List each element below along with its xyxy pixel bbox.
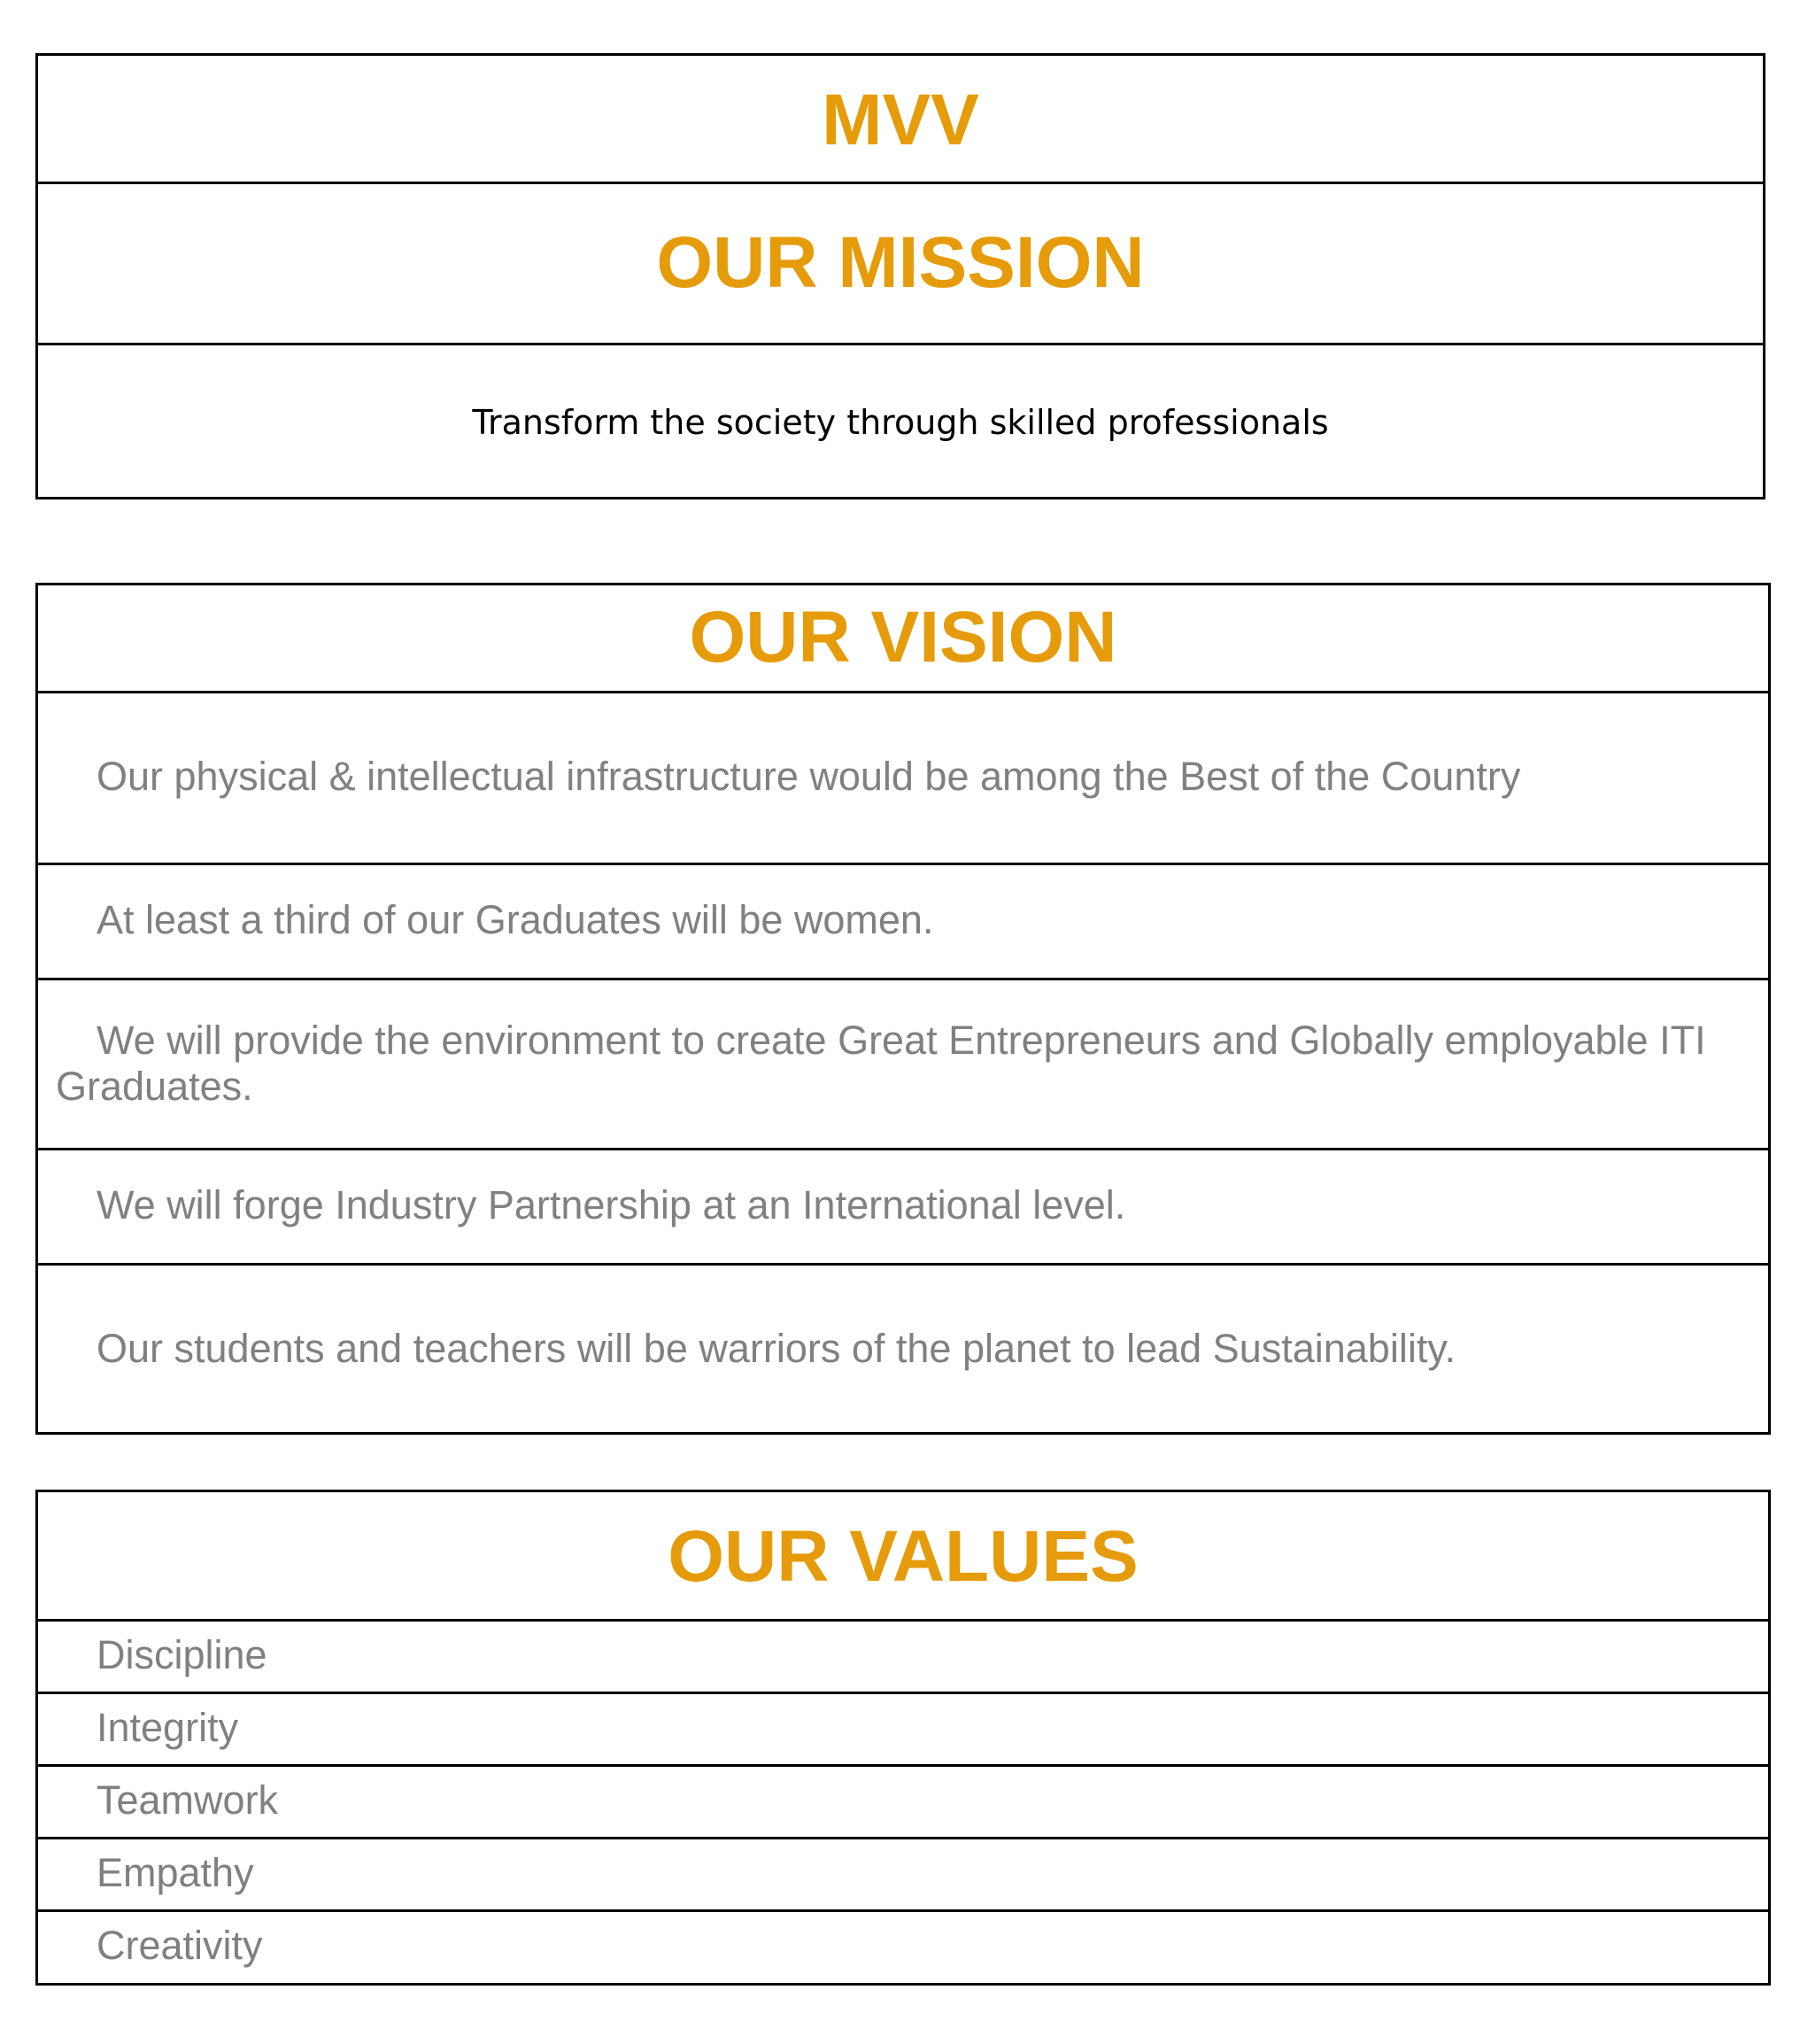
vision-table xyxy=(35,583,1771,1435)
value-item: Teamwork xyxy=(97,1777,279,1823)
vision-item-row xyxy=(38,1148,1768,1263)
value-item-row xyxy=(38,1837,1768,1909)
vision-item-row xyxy=(38,978,1768,1148)
value-item: Creativity xyxy=(97,1923,263,1968)
value-item: Empathy xyxy=(97,1850,254,1895)
mission-text-row xyxy=(38,343,1763,497)
value-item: Discipline xyxy=(97,1632,267,1677)
vision-item: At least a third of our Graduates will be women. xyxy=(97,897,934,942)
mission-heading: OUR MISSION xyxy=(656,222,1145,303)
mvv-title: MVV xyxy=(822,80,979,160)
mvv-title-row xyxy=(38,56,1763,182)
mission-heading-row xyxy=(38,182,1763,343)
vision-item: Our physical & intellectual infrastructure would be among the Best of the Country xyxy=(97,754,1521,799)
vision-item-row xyxy=(38,691,1768,863)
vision-heading-row xyxy=(38,585,1768,691)
value-item-row xyxy=(38,1909,1768,1983)
vision-item-row xyxy=(38,1263,1768,1432)
values-heading-row xyxy=(38,1492,1768,1619)
values-table xyxy=(35,1490,1771,1986)
value-item-row xyxy=(38,1764,1768,1837)
value-item-row xyxy=(38,1619,1768,1692)
vision-item: We will forge Industry Partnership at an International level. xyxy=(97,1182,1126,1227)
value-item-row xyxy=(38,1692,1768,1764)
values-heading: OUR VALUES xyxy=(668,1516,1139,1597)
vision-heading: OUR VISION xyxy=(689,597,1117,677)
mission-text: Transform the society through skilled professionals xyxy=(472,403,1329,442)
mission-table xyxy=(35,53,1765,499)
vision-item: Our students and teachers will be warriors of the planet to lead Sustainability. xyxy=(97,1326,1456,1371)
vision-item: We will provide the environment to create Great Entrepreneurs and Globally employable ITI Graduates. xyxy=(56,1018,1706,1109)
value-item: Integrity xyxy=(97,1705,239,1750)
vision-item-row xyxy=(38,863,1768,978)
